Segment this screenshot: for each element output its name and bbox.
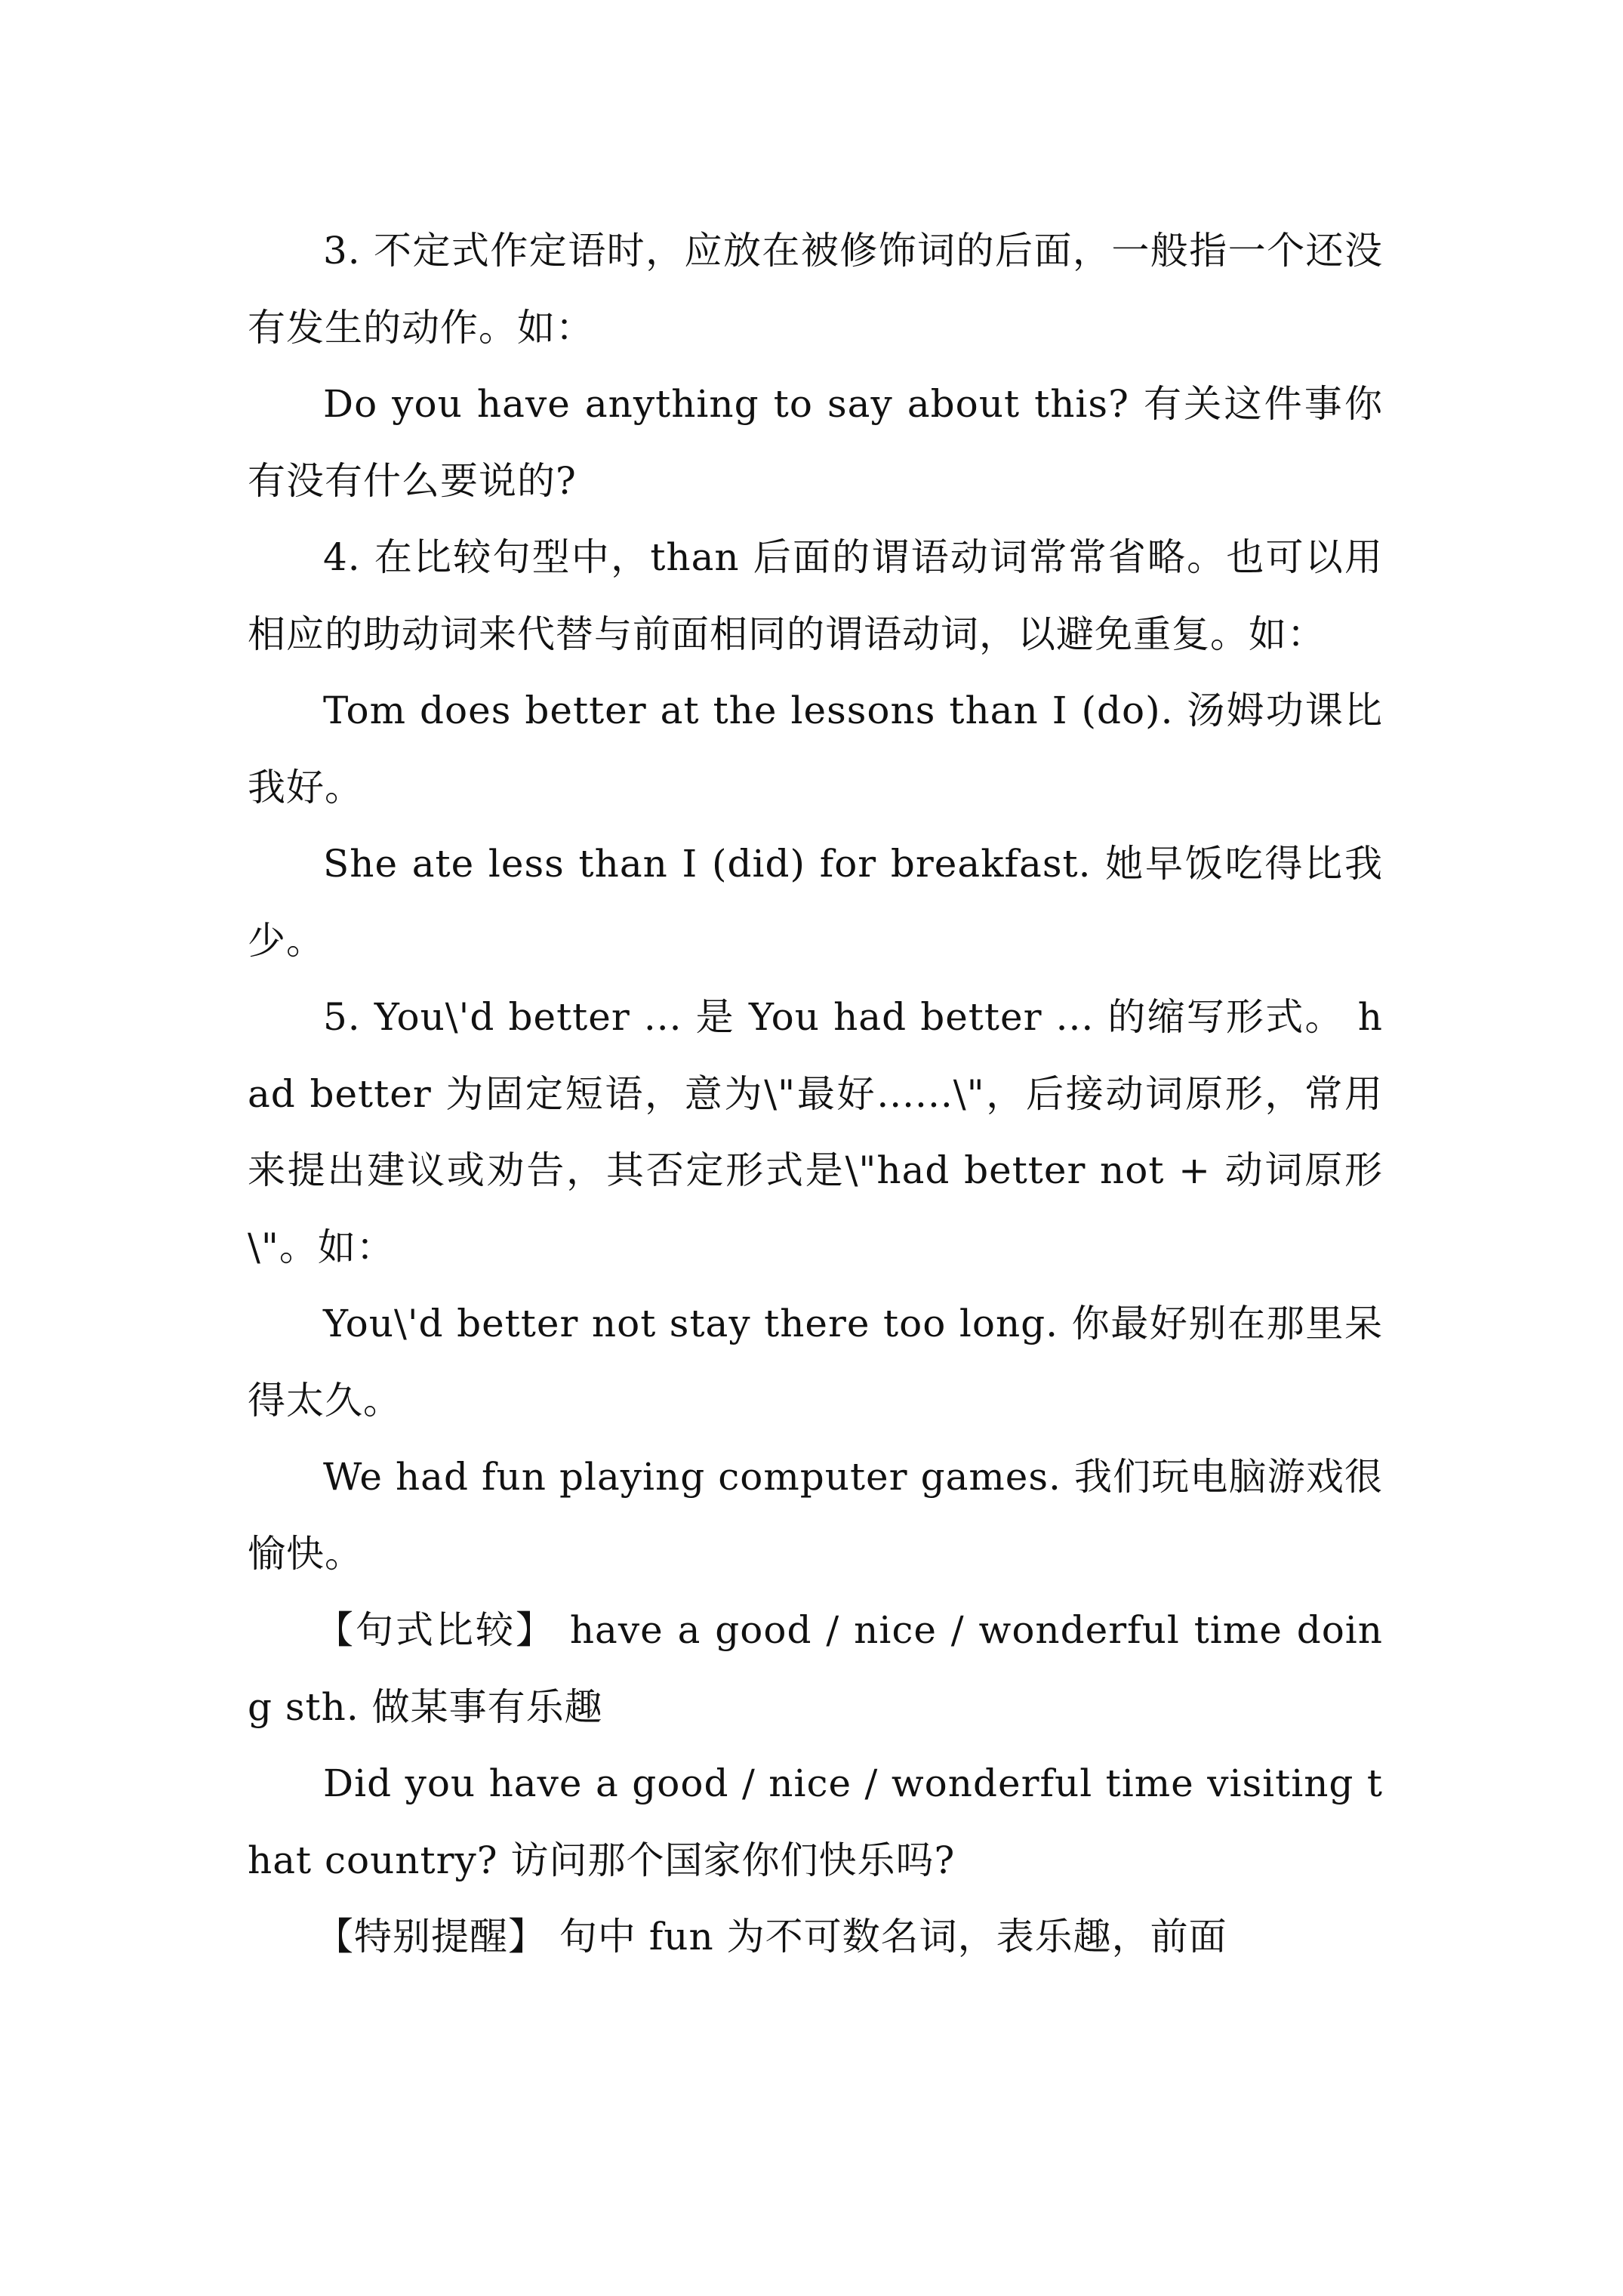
- paragraph-example-visiting-country: Did you have a good / nice / wonderful time visiting that country? 访问那个国家你们快乐吗?: [248, 1761, 1383, 1882]
- paragraph-had-better: 5. You\'d better ... 是 You had better ... 的缩写形式。 had better 为固定短语，意为\"最好......\"，后接动词原形，常用来提出建议或劝告，其否定形式是\"had better not + 动词原形\"。如：: [248, 995, 1383, 1269]
- paragraph-example-stay-there: You\'d better not stay there too long. 你最好别在那里呆得太久。: [248, 1302, 1383, 1422]
- paragraph-infinitive-attributive: 3. 不定式作定语时，应放在被修饰词的后面，一般指一个还没有发生的动作。如：: [248, 229, 1383, 350]
- paragraph-example-breakfast: She ate less than I (did) for breakfast. 她早饭吃得比我少。: [248, 842, 1383, 963]
- paragraph-comparison-than: 4. 在比较句型中，than 后面的谓语动词常常省略。也可以用相应的助动词来代替与前面相同的谓语动词，以避免重复。如：: [248, 535, 1383, 656]
- document-body: [248, 213, 1383, 1976]
- paragraph-sentence-comparison: 【句式比较】 have a good / nice / wonderful time doing sth. 做某事有乐趣: [248, 1608, 1383, 1729]
- paragraph-example-computer-games: We had fun playing computer games. 我们玩电脑游戏很愉快。: [248, 1455, 1383, 1576]
- paragraph-example-tom: Tom does better at the lessons than I (do). 汤姆功课比我好。: [248, 689, 1383, 809]
- paragraph-example-anything-to-say: Do you have anything to say about this? 有关这件事你有没有什么要说的?: [248, 382, 1383, 503]
- paragraph-special-reminder: 【特别提醒】 句中 fun 为不可数名词，表乐趣，前面: [316, 1915, 1227, 1959]
